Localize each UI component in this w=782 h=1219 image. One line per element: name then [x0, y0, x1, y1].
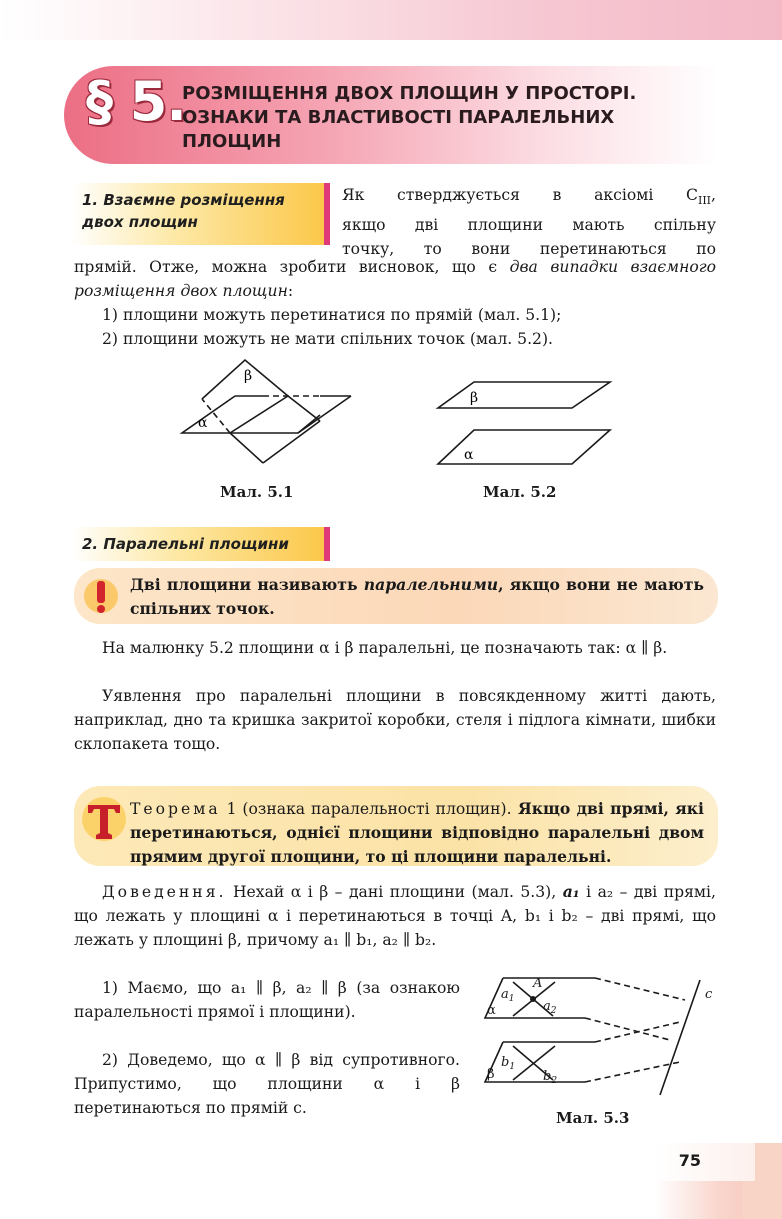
- figure-5-1: [170, 355, 340, 470]
- point-A: [530, 996, 536, 1002]
- proof-paragraph: [74, 880, 716, 952]
- intro-text: [342, 183, 716, 261]
- proof-text-start: Нехай α і β – дані площини (мал. 5.3),: [226, 883, 563, 901]
- proof-text-rest: і a₂ – дві прямі, що лежать у площині α і перетинаються в точці A, b₁ і b₂ – дві прямі, що лежать у площині β, причому a₁ ∥ b₁, a₂ ∥ b₂.: [74, 883, 716, 949]
- theorem-name: 1 (ознака паралельності площин).: [220, 800, 512, 818]
- fig52-alpha-label: α: [464, 447, 474, 463]
- subsection-heading-2: 2. Паралельні площини: [70, 527, 330, 561]
- conclusion-paragraph: [74, 255, 716, 303]
- proof-text-a1: a₁: [562, 882, 580, 901]
- line-c: [660, 980, 700, 1095]
- beta-plane: [438, 382, 610, 408]
- section-title-line1: РОЗМІЩЕННЯ ДВОХ ПЛОЩИН У ПРОСТОРІ.: [182, 83, 637, 104]
- intro-line1: Як стверджується в аксіомі С: [342, 186, 698, 204]
- page-number: 75: [655, 1143, 755, 1181]
- definition-text: [130, 573, 704, 621]
- fig53-c-label: c: [705, 987, 713, 1002]
- section-title-line2: ОЗНАКИ ТА ВЛАСТИВОСТІ ПАРАЛЕЛЬНИХ: [182, 107, 615, 128]
- exclamation-icon: [83, 576, 119, 616]
- case-1: 1) площини можуть перетинатися по прямій (мал. 5.1);: [102, 306, 562, 324]
- theorem-statement: Якщо дві прямі, які перетинаються, однієї площини відповідно паралельні двом прямим другої площини, то ці площини паралельні.: [130, 799, 704, 866]
- conclusion-text-a: прямій. Отже, можна зробити висновок, що є: [74, 258, 510, 276]
- proof-step-2: 2) Доведемо, що α ∥ β від супротивного. Припустимо, що площини α і β перетинаються по прямій c.: [74, 1051, 460, 1117]
- fig53-a2-label: $a_2$: [543, 999, 557, 1016]
- fig51-beta-label: β: [244, 368, 253, 384]
- top-decorative-band: [0, 0, 782, 40]
- section-title: [182, 82, 702, 154]
- fig53-A-label: A: [533, 976, 543, 991]
- subsection-heading-1-line2: двох площин: [82, 213, 198, 231]
- examples-paragraph: Уявлення про паралельні площини в повсякденному житті дають, наприклад, дно та кришка закритої коробки, стеля і підлога кімнати, шибки склопакета тощо.: [74, 687, 716, 753]
- definition-emphasis: паралельними: [363, 575, 499, 594]
- definition-text-a: Дві площини називають: [130, 575, 364, 594]
- notation-paragraph: На малюнку 5.2 площини α і β паралельні, це позначають так: α ∥ β.: [102, 639, 668, 657]
- intro-line3: точку, то вони перетинаються по: [342, 240, 716, 259]
- beta-plane-right: [288, 396, 320, 421]
- fig53-b1-label: $b_1$: [501, 1055, 516, 1072]
- beta-plane-right-lower: [263, 421, 320, 463]
- theorem-word: Теорема: [130, 800, 221, 818]
- section-title-line3: ПЛОЩИН: [182, 131, 282, 152]
- theorem-text: [130, 797, 704, 869]
- beta-plane-bottom: [230, 433, 263, 463]
- intro-line1-end: ,: [711, 186, 716, 204]
- fig53-a1-label: $a_1$: [501, 987, 515, 1004]
- theorem-t-icon: [80, 795, 128, 843]
- fig53-b2-label: $b_2$: [543, 1069, 558, 1086]
- alpha-dashed-bottom: [585, 1018, 670, 1040]
- fig53-beta-label: β: [487, 1067, 495, 1082]
- conclusion-emphasis: два випадки взаємного розміщення двох площин: [74, 258, 716, 300]
- proof-word: Доведення.: [102, 883, 227, 901]
- fig53-caption: Мал. 5.3: [556, 1109, 630, 1127]
- definition-text-b: , якщо вони не мають спільних точок.: [130, 575, 704, 618]
- subsection-heading-1-line1: 1. Взаємне розміщення: [82, 191, 285, 209]
- proof-step-1: 1) Маємо, що a₁ ∥ β, a₂ ∥ β (за ознакою паралельності прямої і площини).: [74, 979, 460, 1021]
- fig51-caption: Мал. 5.1: [220, 483, 294, 501]
- conclusion-text-b: :: [287, 282, 294, 300]
- section-number: § 5.: [86, 70, 186, 133]
- intro-line2: якщо дві площини мають спільну: [342, 216, 716, 235]
- fig52-caption: Мал. 5.2: [483, 483, 557, 501]
- fig52-beta-label: β: [470, 390, 479, 406]
- fig53-alpha-label: α: [487, 1003, 496, 1018]
- subsection-heading-1: [70, 183, 330, 245]
- intro-sub: III: [697, 194, 712, 208]
- fig51-alpha-label: α: [198, 415, 208, 431]
- case-2: 2) площини можуть не мати спільних точок (мал. 5.2).: [102, 330, 554, 348]
- figure-5-3: [475, 970, 725, 1100]
- intersection-line: [230, 396, 288, 433]
- figure-5-2: [430, 370, 610, 470]
- alpha-dashed-top: [595, 978, 685, 1000]
